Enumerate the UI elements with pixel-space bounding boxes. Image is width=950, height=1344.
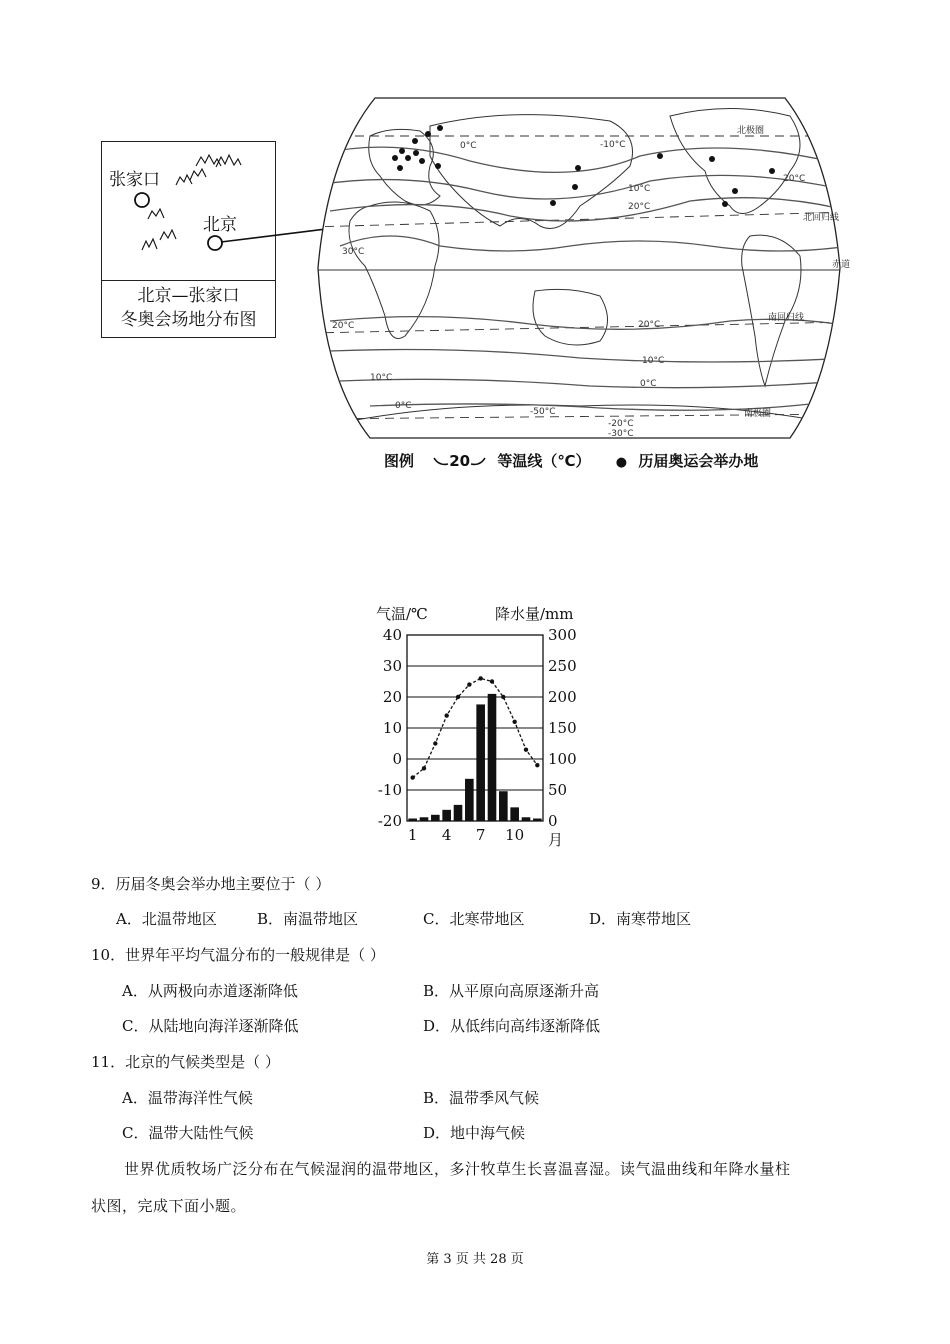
temperature-point [535, 763, 539, 767]
q10-option-c: C．从陆地向海洋逐渐降低 [122, 1017, 299, 1035]
legend-isotherm-sample: 20 [449, 452, 471, 470]
isotherm-sample-left-icon [433, 456, 449, 468]
precipitation-tick-label: 300 [548, 626, 577, 644]
equator-label: 赤道 [832, 260, 850, 270]
host-dot-icon: ● [615, 455, 628, 470]
month-unit-label: 月 [548, 831, 564, 849]
question-10: 10．世界年平均气温分布的一般规律是（ ） [91, 946, 385, 964]
precipitation-bar [420, 817, 429, 821]
temperature-tick-label: 30 [382, 657, 402, 675]
precipitation-tick-label: 100 [548, 750, 577, 768]
q9-option-b: B．南温带地区 [257, 910, 359, 928]
temperature-point [478, 676, 482, 680]
isotherm-label-10a: 10°C [628, 184, 651, 194]
temperature-point [524, 748, 528, 752]
precipitation-tick-label: 250 [548, 657, 577, 675]
temperature-axis-title: 气温/℃ [376, 605, 428, 623]
isotherm-label-20b: 20°C [638, 320, 661, 330]
page-footer: 第 3 页 共 28 页 [426, 1252, 524, 1267]
precipitation-axis-title: 降水量/mm [495, 605, 574, 623]
month-tick-label: 4 [441, 826, 452, 844]
legend-host-text: 历届奥运会举办地 [638, 452, 759, 470]
tropic-south-label: 南回归线 [768, 313, 805, 323]
precipitation-tick-label: 50 [548, 781, 568, 799]
intro-paragraph-line2: 状图，完成下面小题。 [91, 1197, 247, 1215]
beijing-label: 北京 [203, 215, 237, 235]
precipitation-bar [510, 807, 519, 821]
temperature-tick-label: 10 [382, 719, 402, 737]
isotherm-label-0a: 0°C [460, 141, 477, 151]
tropic-north-label: 北回归线 [803, 213, 840, 223]
intro-paragraph-line1: 世界优质牧场广泛分布在气候湿润的温带地区，多汁牧草生长喜温喜湿。读气温曲线和年降水量柱 [124, 1160, 791, 1178]
q11-option-a: A．温带海洋性气候 [122, 1089, 253, 1107]
isotherm-label-20d: 20°C [783, 174, 806, 184]
map-frame [318, 98, 840, 438]
precipitation-bar [533, 819, 542, 821]
q11-option-c: C．温带大陆性气候 [122, 1124, 254, 1142]
precipitation-tick-label: 150 [548, 719, 577, 737]
temperature-point [422, 766, 426, 770]
month-tick-label: 7 [475, 826, 486, 844]
month-tick-label: 1 [407, 826, 418, 844]
legend-isotherm-text: 等温线（℃） [497, 452, 591, 470]
temperature-tick-label: -20 [377, 812, 402, 830]
isotherm-label-0c: 0°C [395, 401, 412, 411]
precipitation-bar [465, 779, 474, 821]
temperature-point [410, 775, 414, 779]
temperature-tick-label: -10 [377, 781, 402, 799]
question-9: 9．历届冬奥会举办地主要位于（ ） [91, 875, 331, 893]
question-11: 11．北京的气候类型是（ ） [91, 1053, 280, 1071]
isotherm-sample-right-icon [470, 456, 486, 468]
precipitation-tick-label: 200 [548, 688, 577, 706]
temperature-point [456, 695, 460, 699]
temperature-point [490, 679, 494, 683]
q10-option-d: D．从低纬向高纬逐渐降低 [423, 1017, 601, 1035]
isotherm-label-m20: -20°C [608, 419, 634, 429]
precipitation-bar [442, 810, 451, 821]
isotherm-label-30: 30°C [342, 247, 365, 257]
q11-option-d: D．地中海气候 [423, 1124, 526, 1142]
map-legend [384, 450, 758, 471]
inset-caption-line2: 冬奥会场地分布图 [120, 310, 257, 330]
precipitation-bar [488, 694, 497, 821]
precipitation-bar [522, 817, 531, 821]
arctic-circle-label: 北极圈 [737, 126, 765, 136]
temperature-tick-label: 20 [382, 688, 402, 706]
climate-chart [360, 620, 590, 855]
temperature-point [467, 682, 471, 686]
q9-option-c: C．北寒带地区 [423, 910, 525, 928]
q9-option-d: D．南寒带地区 [589, 910, 692, 928]
precipitation-bar [408, 819, 417, 821]
isotherm-label-10b: 10°C [642, 356, 665, 366]
legend-title: 图例 [384, 452, 415, 470]
isotherm-label-m10: -10°C [600, 140, 626, 150]
zhangjiakou-label: 张家口 [109, 170, 160, 190]
temperature-point [501, 695, 505, 699]
precipitation-tick-label: 0 [548, 812, 558, 830]
isotherm-label-0b: 0°C [640, 379, 657, 389]
world-map [310, 96, 850, 441]
month-tick-label: 10 [505, 826, 525, 844]
precipitation-bar [431, 815, 440, 821]
isotherm-label-20c: 20°C [332, 321, 355, 331]
precipitation-bar [476, 704, 485, 821]
temperature-point [512, 720, 516, 724]
temperature-tick-label: 40 [382, 626, 402, 644]
inset-caption-line1: 北京—张家口 [137, 286, 240, 306]
isotherm-label-m30: -30°C [608, 429, 634, 439]
temperature-point [444, 713, 448, 717]
q10-option-a: A．从两极向赤道逐渐降低 [122, 982, 298, 1000]
precipitation-bar [499, 791, 508, 821]
temperature-tick-label: 0 [392, 750, 402, 768]
antarctic-circle-label: 南极圈 [744, 409, 772, 419]
isotherm-label-m50: -50°C [530, 407, 556, 417]
temperature-point [433, 741, 437, 745]
isotherm-label-20a: 20°C [628, 202, 651, 212]
q9-option-a: A．北温带地区 [116, 910, 217, 928]
q10-option-b: B．从平原向高原逐渐升高 [423, 982, 600, 1000]
q11-option-b: B．温带季风气候 [423, 1089, 540, 1107]
isotherm-label-10c: 10°C [370, 373, 393, 383]
precipitation-bar [454, 805, 463, 821]
